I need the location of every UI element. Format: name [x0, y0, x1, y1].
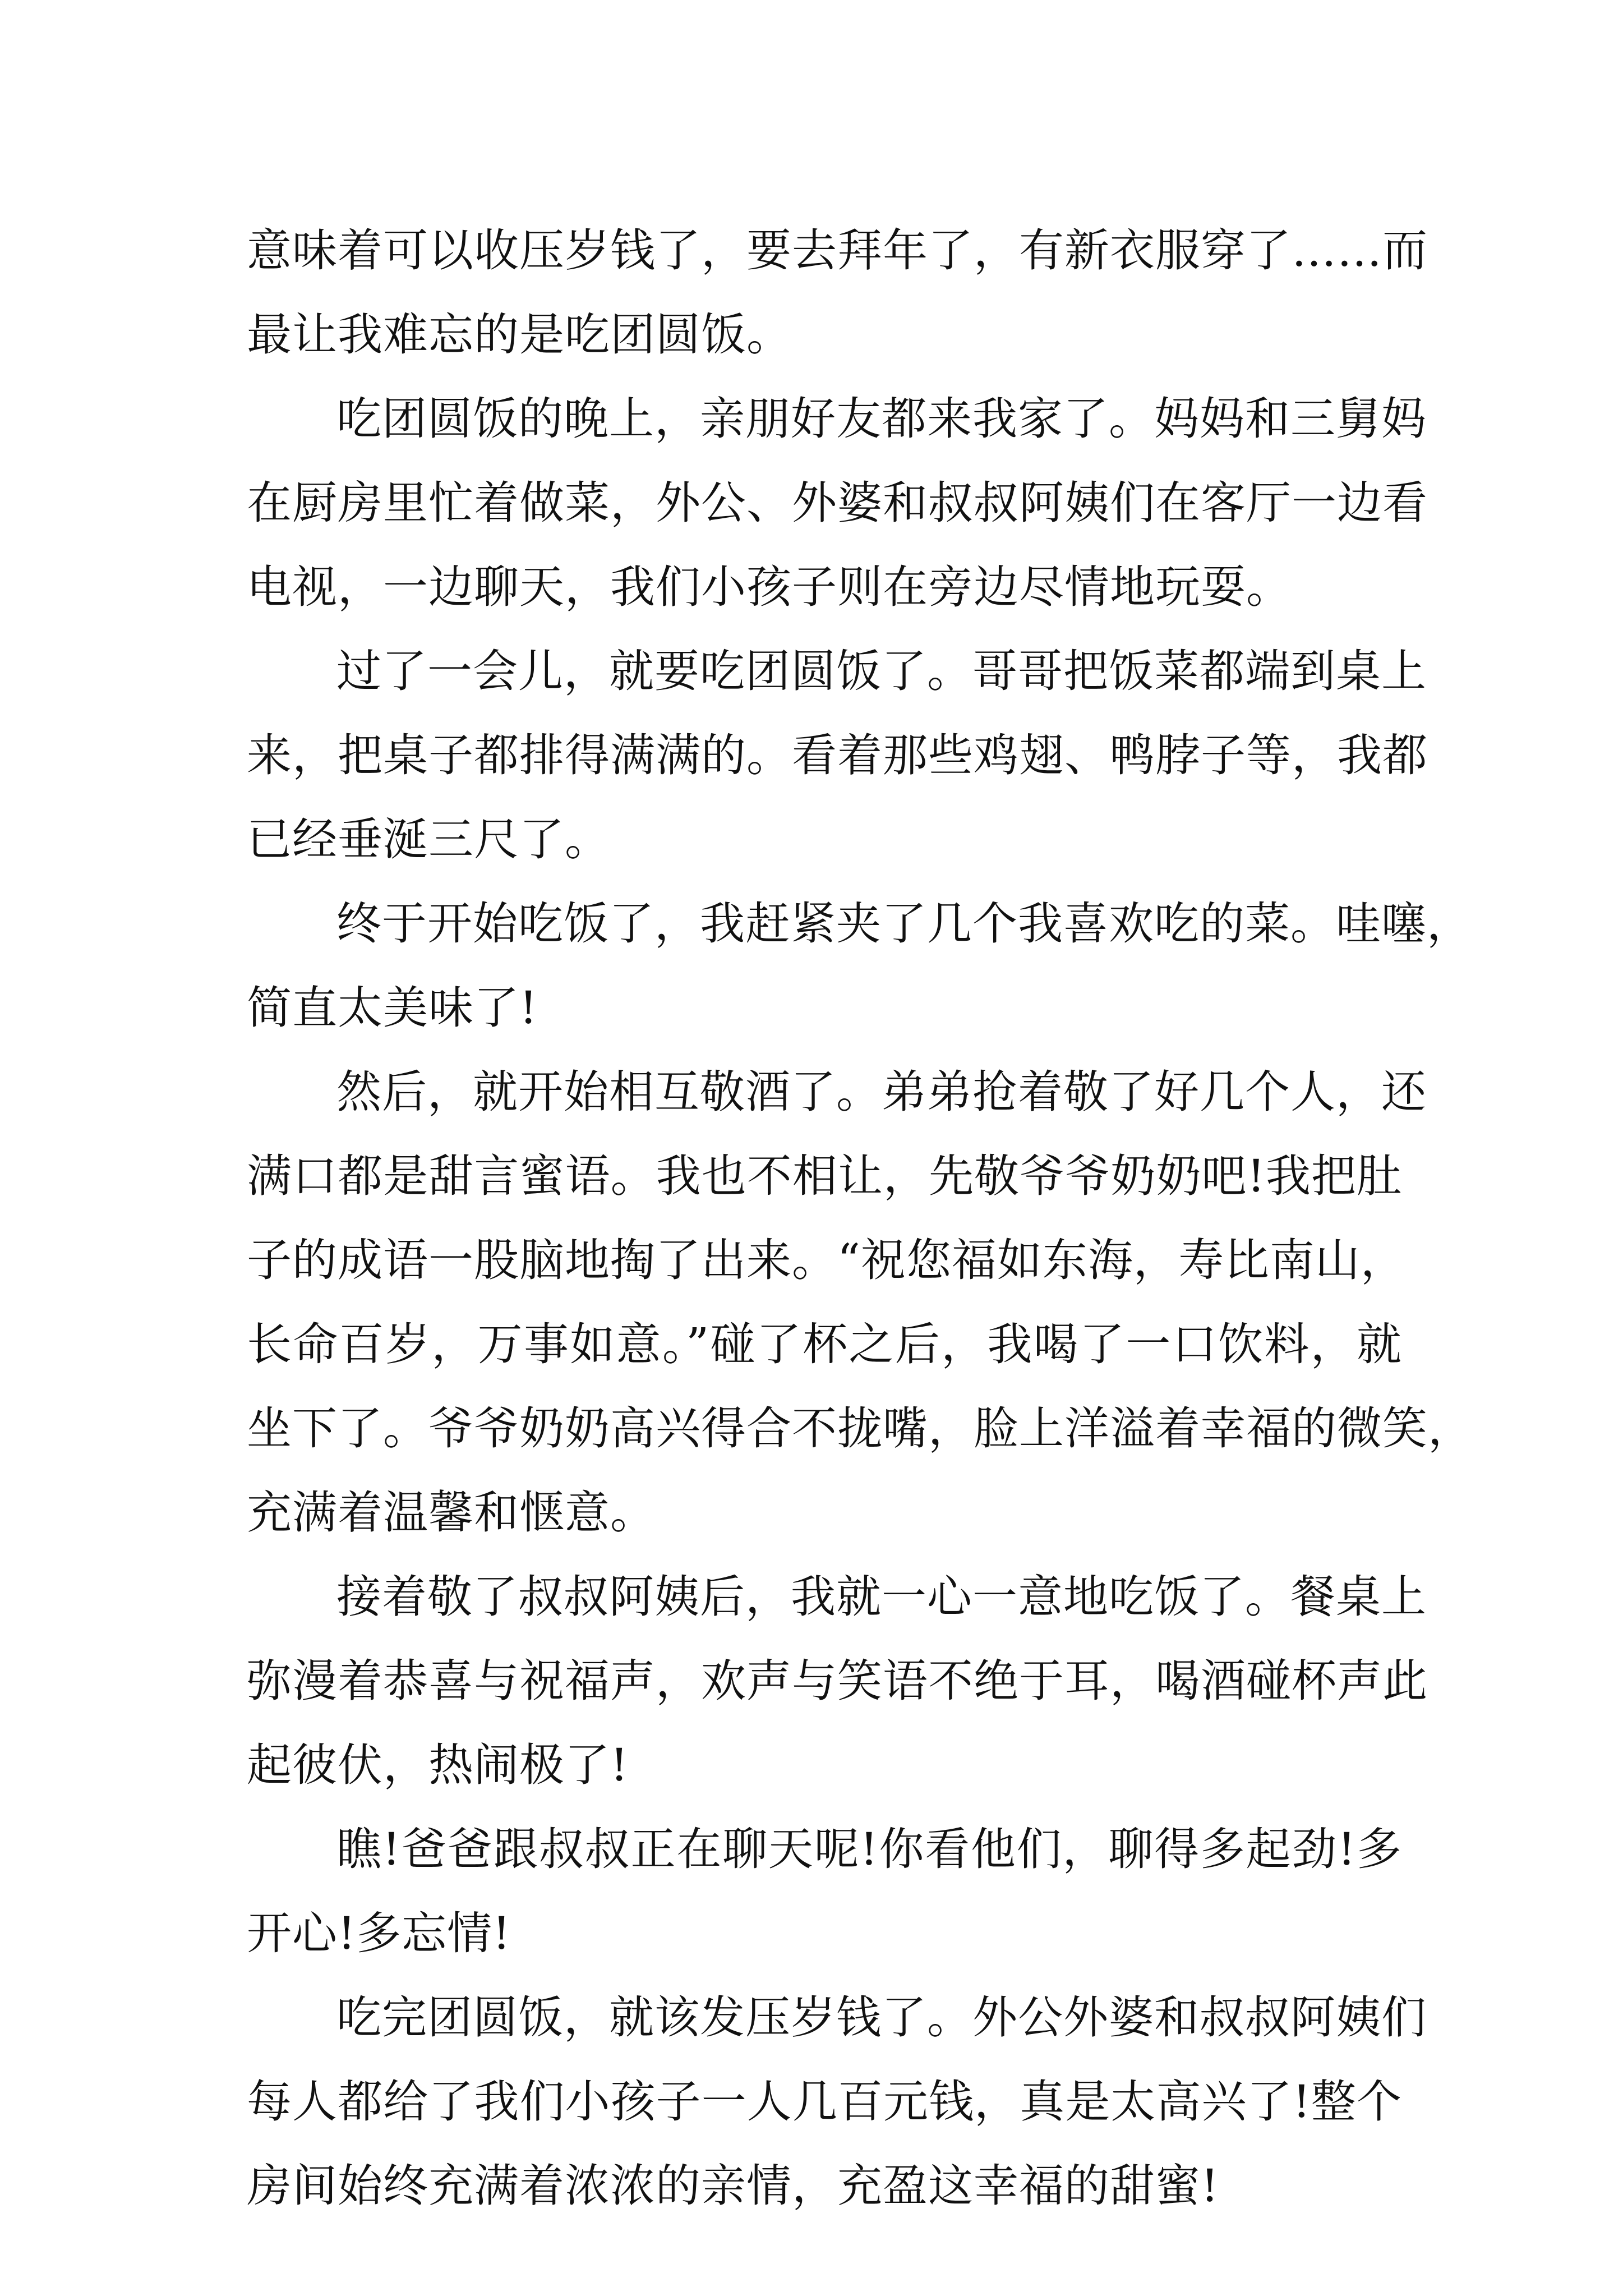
document-body [247, 209, 1473, 2228]
text-line: 简直太美味了! [247, 982, 538, 1034]
text-line: 吃团圆饭的晚上，亲朋好友都来我家了。妈妈和三舅妈 [336, 393, 1427, 445]
text-line: 充满着温馨和惬意。 [247, 1487, 656, 1539]
text-line: 吃完团圆饭，就该发压岁钱了。外公外婆和叔叔阿姨们 [336, 1991, 1427, 2044]
text-line: 房间始终充满着浓浓的亲情，充盈这幸福的甜蜜! [247, 2160, 1220, 2212]
text-line: 开心!多忘情! [247, 1907, 511, 1959]
text-line: 满口都是甜言蜜语。我也不相让，先敬爷爷奶奶吧!我把肚 [247, 1150, 1402, 1202]
text-line: 坐下了。爷爷奶奶高兴得合不拢嘴，脸上洋溢着幸福的微笑， [247, 1402, 1473, 1455]
text-line: 每人都给了我们小孩子一人几百元钱，真是太高兴了!整个 [247, 2076, 1402, 2128]
text-line: 已经垂涎三尺了。 [247, 813, 610, 866]
text-line: 瞧!爸爸跟叔叔正在聊天呢!你看他们，聊得多起劲!多 [336, 1823, 1402, 1875]
text-line: 意味着可以收压岁钱了，要去拜年了，有新衣服穿了……而 [247, 224, 1428, 277]
text-line: 弥漫着恭喜与祝福声，欢声与笑语不绝于耳，喝酒碰杯声此 [247, 1655, 1428, 1707]
text-line: 最让我难忘的是吃团圆饭。 [247, 309, 792, 361]
text-line: 子的成语一股脑地掏了出来。“祝您福如东海，寿比南山， [247, 1234, 1406, 1286]
text-line: 起彼伏，热闹极了! [247, 1739, 629, 1791]
text-line: 终于开始吃饭了，我赶紧夹了几个我喜欢吃的菜。哇噻， [336, 898, 1472, 950]
text-line: 电视，一边聊天，我们小孩子则在旁边尽情地玩耍。 [247, 561, 1292, 613]
text-line: 长命百岁，万事如意。”碰了杯之后，我喝了一口饮料，就 [247, 1318, 1402, 1370]
text-line: 然后，就开始相互敬酒了。弟弟抢着敬了好几个人，还 [336, 1066, 1427, 1118]
text-line: 接着敬了叔叔阿姨后，我就一心一意地吃饭了。餐桌上 [336, 1571, 1427, 1623]
text-line: 在厨房里忙着做菜，外公、外婆和叔叔阿姨们在客厅一边看 [247, 477, 1428, 529]
text-line: 过了一会儿，就要吃团圆饭了。哥哥把饭菜都端到桌上 [336, 645, 1427, 697]
text-line: 来，把桌子都排得满满的。看着那些鸡翅、鸭脖子等，我都 [247, 729, 1428, 781]
